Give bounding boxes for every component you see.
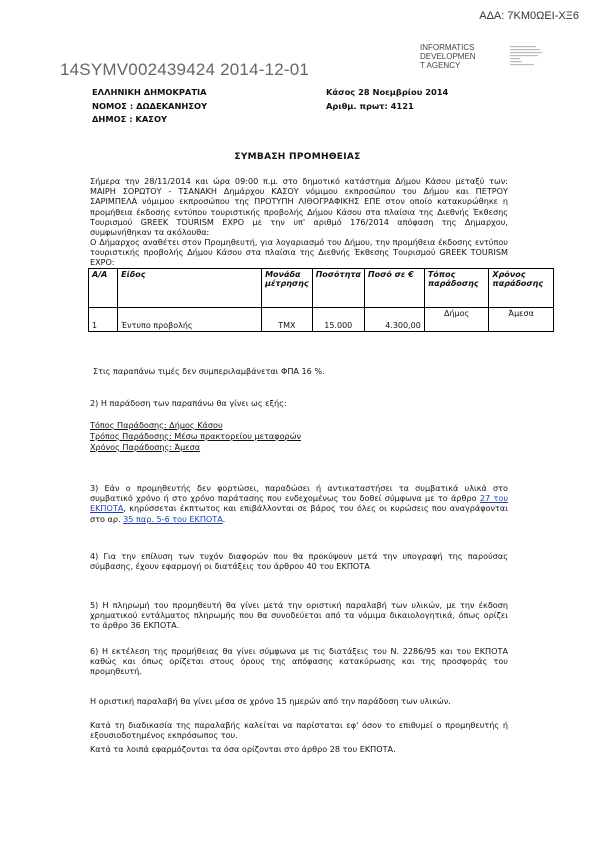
clause-4: 4) Για την επίλυση των τυχόν διαφορών που θα προκύψουν μετά την υπογραφή της παρούσας σύμβασης, έχουν εφαρμογή οι διατάξεις του άρθρου 40 του ΕΚΠΟΤΑ bbox=[90, 551, 508, 572]
col-header: Μονάδα μέτρησης bbox=[262, 269, 313, 308]
col-header: Α/Α bbox=[89, 269, 118, 308]
items-table bbox=[88, 268, 554, 332]
intro-paragraph: Σήμερα την 28/11/2014 και ώρα 09:00 π.μ. στο δημοτικό κατάστημα Δήμου Κάσου μεταξύ των: ΜΑΙΡΗ ΣΟΡΩΤΟΥ - ΤΣΑΝΑΚΗ Δημάρχου ΚΑΣΟΥ νόμιμου εκπροσώπου του Δήμου και ΠΕΤΡΟΥ ΣΑΡΙΜΠΕΛΑ νόμιμου εκπροσώπου της ΠΡΟΤΥΠΗ ΛΙΘΟΓΡΑΦΙΚΗΣ ΕΠΕ στον οποίο κατακυρώθηκε η προμήθεια έκδοσης εντύπου τουριστικής προβολής Δήμου Κάσου στα πλαίσια της Διεθνής Έκθεσης Τουρισμού GREEK TOURISM EXPO με την υπ' αριθμό 176/2014 απόφαση της Δημαρχου, συμφωνήθηκαν τα ακόλουθα: bbox=[90, 176, 508, 238]
protocol-number: Αριθμ. πρωτ: 4121 bbox=[326, 100, 414, 111]
col-header: Είδος bbox=[118, 269, 262, 308]
table-header-row bbox=[89, 269, 554, 308]
issuer-line: ΝΟΜΟΣ : ΔΩΔΕΚΑΝΗΣΟΥ bbox=[92, 100, 208, 111]
closing-paragraph: Κατά τα λοιπά εφαρμόζονται τα όσα ορίζονται στο άρθρο 28 του ΕΚΠΟΤΑ. bbox=[90, 744, 396, 754]
delivery-intro: 2) Η παράδοση των παραπάνω θα γίνει ως εξής: bbox=[90, 398, 287, 408]
cell-index: 1 bbox=[89, 308, 118, 332]
assignment-paragraph: Ο Δήμαρχος αναθέτει στον Προμηθευτή, για λογαριασμό του Δήμου, την προμήθεια έκδοσης εντύπου τουριστικής προβολής Δήμου Κάσου στα πλαίσια της Διεθνής Έκθεσης Τουρισμού GREEK TOURISM EXPO: bbox=[90, 237, 508, 268]
ada-number: ΑΔΑ: 7ΚΜ0ΩΕΙ-ΧΞ6 bbox=[479, 10, 579, 22]
cell-quantity: 15.000 bbox=[312, 308, 364, 332]
signature-organization: INFORMATICS DEVELOPMEN T AGENCY bbox=[420, 43, 476, 70]
col-header: Χρόνος παράδοσης bbox=[489, 269, 554, 308]
cell-place: Δήμος bbox=[424, 308, 489, 332]
table-row bbox=[89, 308, 554, 332]
delivery-method: Τρόπος Παράδοσης: Μέσω πρακτορείου μεταφορών bbox=[90, 431, 301, 441]
date-block bbox=[326, 86, 448, 113]
delivery-time: Χρόνος Παράδοσης: Άμεσα bbox=[90, 442, 201, 452]
col-header: Τόπος παράδοσης bbox=[424, 269, 489, 308]
article-35-link[interactable]: 35 παρ. 5-6 του ΕΚΠΟΤΑ bbox=[123, 513, 223, 524]
clause-5: 5) Η πληρωμή του προμηθευτή θα γίνει μετά την οριστική παραλαβή των υλικών, με την έκδοση χρηματικού εντάλματος πληρωμής που θα συνοδεύεται από τα νόμιμα δικαιολογητικά, όπως ορίζει το άρθρο 36 ΕΚΠΟΤΑ. bbox=[90, 600, 508, 631]
cell-time: Άμεσα bbox=[489, 308, 554, 332]
issuer-block bbox=[92, 86, 207, 127]
clause-6: 6) Η εκτέλεση της προμήθειας θα γίνει σύμφωνα με τις διατάξεις του Ν. 2286/95 και του ΕΚΠΟΤΑ καθώς και όπως ορίζεται στους όρους της απόφασης κατακύρωσης και της προσφοράς του προμηθευτή. bbox=[90, 646, 508, 677]
cell-amount: 4.300,00 bbox=[364, 308, 424, 332]
article-27-link[interactable]: 27 του ΕΚΠΟΤΑ bbox=[90, 493, 508, 514]
document-id: 14SYMV002439424 2014-12-01 bbox=[60, 60, 310, 79]
col-header: Ποσότητα bbox=[312, 269, 364, 308]
col-header: Ποσό σε € bbox=[364, 269, 424, 308]
document-title: ΣΥΜΒΑΣΗ ΠΡΟΜΗΘΕΙΑΣ bbox=[234, 152, 361, 162]
delivery-details bbox=[90, 420, 508, 453]
cell-item: Έντυπο προβολής bbox=[118, 308, 262, 332]
vat-note: Στις παραπάνω τιμές δεν συμπεριλαμβάνεται ΦΠΑ 16 %. bbox=[93, 366, 325, 376]
issuer-line: ΕΛΛΗΝΙΚΗ ΔΗΜΟΚΡΑΤΙΑ bbox=[92, 87, 207, 97]
issuer-line: ΔΗΜΟΣ : ΚΑΣΟΥ bbox=[92, 114, 168, 124]
place-date: Κάσος 28 Νοεμβρίου 2014 bbox=[326, 87, 449, 97]
acceptance-presence-paragraph: Κατά τη διαδικασία της παραλαβής καλείται να παρίσταται εφ' όσον το επιθυμεί ο προμηθευτής ή εξουσιοδοτημένος εκπρόσωπος του. bbox=[90, 720, 508, 741]
cell-unit: ΤΜΧ bbox=[262, 308, 313, 332]
digital-signature-details-image bbox=[510, 45, 544, 73]
acceptance-paragraph: Η οριστική παραλαβή θα γίνει μέσα σε χρόνο 15 ημερών από την παράδοση των υλικών. bbox=[90, 696, 451, 706]
clause-3: 3) Εάν ο προμηθευτής δεν φορτώσει, παραδώσει ή αντικαταστήσει τα συμβατικά υλικά στο συμβατικό χρόνο ή στο χρόνο παράτασης που ενδεχομένως του δοθεί σύμφωνα με το άρθρο 27 του ΕΚΠΟΤΑ, κηρύσσεται έκπτωτος και επιβάλλονται σε βάρος του όλες οι κυρώσεις που αναγράφονται στο αρ. 35 παρ. 5-6 του ΕΚΠΟΤΑ. bbox=[90, 483, 508, 524]
delivery-place: Τόπος Παράδοσης: Δήμος Κάσου bbox=[90, 420, 223, 430]
